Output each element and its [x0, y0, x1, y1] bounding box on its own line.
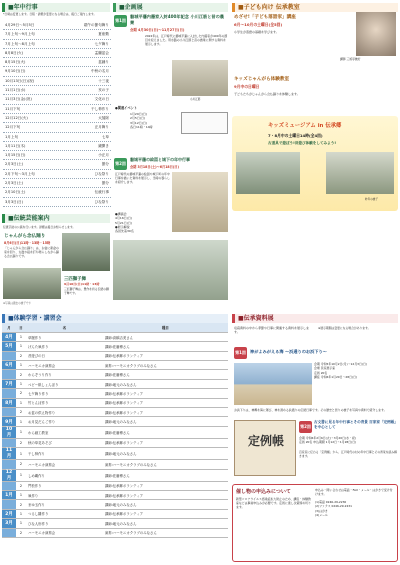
annual-event-date: 1月11日(木) — [5, 143, 26, 148]
jangara-desc: 「じゃんがら念仏踊り」は、お盆に新盆の家を回り、太鼓や鉦を打ち鳴らしながら踊る念仏踊りです。 — [4, 246, 59, 258]
annual-events-heading: ■年中行事 — [2, 3, 110, 12]
rakugo-teacher-photo — [356, 12, 396, 56]
workshop-row — [2, 379, 228, 388]
annual-event-name: 小正月 — [98, 153, 109, 158]
annual-event-date: 2月10日(土) — [5, 190, 26, 195]
kids-museum-photo-1 — [236, 152, 300, 194]
workshop-number: 2 — [16, 460, 26, 469]
annual-event-date: 2月下旬〜3月上旬 — [5, 171, 35, 176]
annual-event-row — [3, 170, 111, 179]
annual-event-row — [3, 95, 111, 104]
workshop-month: 1月 — [2, 490, 16, 499]
workshop-number: 2 — [16, 438, 26, 447]
annual-events-list — [3, 21, 111, 207]
annual-event-row — [3, 30, 111, 39]
teirei-document-text: 定例帳 — [248, 434, 285, 448]
contact-line: (1)電話 0246-29-2230 — [315, 500, 347, 504]
workshop-name: まゆ玉作り — [26, 500, 103, 509]
annual-event-row — [3, 21, 111, 30]
contact-line: (2)ファクス 0246-29-2231 — [315, 504, 352, 509]
exhibit-event-line: 2月5日(日) — [130, 116, 146, 121]
workshop-detail: 講師:地元のみなさん — [103, 417, 228, 426]
workshop-row — [2, 509, 228, 518]
exhibit1-date: 会期 4月30日(日)〜11月27日(日) — [130, 28, 185, 32]
exhibit-event-label: ●関連イベント — [115, 106, 137, 110]
workshop-name: 門松作り — [26, 481, 103, 490]
workshop-name: 凧作り — [26, 490, 103, 499]
annual-event-date: 10月13日(日)(祝) — [5, 78, 35, 83]
archive1-desc: お浜下りは、神輿を海に運び、神を清める浜通りの伝統行事です。その歴史と祭りの様子を写真や資料で紹介します。 — [234, 408, 387, 412]
workshop-month — [2, 460, 16, 469]
workshop-name: ひな人形作り — [26, 519, 103, 528]
workshop-name: ベビー紙しょんぼり — [26, 379, 103, 388]
annual-event-row — [3, 198, 111, 207]
annual-event-name: 鏡開き — [98, 143, 109, 148]
workshop-month — [2, 408, 16, 417]
shishi-desc: 三匹獅子舞は、豊作を祈る伝統の獅子舞です。 — [64, 287, 109, 295]
annual-event-date: 7月上旬〜9月上旬 — [5, 32, 35, 37]
workshop-number: 1 — [16, 519, 26, 528]
archive1-date-line: 講座 令和6年1月20日〜28日(日) — [314, 374, 358, 379]
archive1-date-line: 会場 民家展示室 — [314, 366, 336, 371]
annual-event-row — [3, 67, 111, 76]
kids-museum-caption: 昨年の様子 — [365, 198, 378, 201]
notice-title: 催し物の申込みについて — [236, 489, 291, 495]
workshops-table — [2, 323, 228, 538]
workshop-number: 1 — [16, 469, 26, 481]
workshop-name: お盆の供え物作り — [26, 408, 103, 417]
annual-event-name: 干し柿作り — [91, 106, 109, 111]
workshops-heading: ■体験学習・講習会 — [2, 314, 228, 323]
archive1-tag: 第1回 — [234, 347, 247, 359]
rakugo-desc: 小学生が落語の基礎を学びます。 — [234, 30, 279, 34]
archive2-tag: 第2回 — [299, 421, 312, 433]
jangara-date: 8月6日(日)11時・13時・15時 — [4, 241, 51, 245]
annual-event-row — [3, 151, 111, 160]
archive1-date-line: 会期 令和5年10月2日(月)〜12月3日(日) — [314, 362, 367, 366]
annual-event-name: ひな祭り — [94, 171, 109, 176]
jangara-photo — [62, 233, 110, 271]
workshop-month: 3月 — [2, 519, 16, 528]
workshop-detail: 講師:地元のみなさん — [103, 500, 228, 509]
contact-lines — [315, 500, 395, 517]
annual-event-name: 七夕飾り — [94, 41, 109, 46]
workshop-name: しめ縄作り — [26, 469, 103, 481]
workshop-name: 竹とんぼ作り — [26, 398, 103, 407]
exhibit2-desc: 江戸時代の磐城平藩の絵図や城下町の年中行事を描いた資料を展示し、当時の暮らしを紹介します。 — [115, 172, 170, 184]
workshop-row — [2, 408, 228, 417]
workshop-number: 2 — [16, 389, 26, 398]
annual-event-row — [3, 179, 111, 188]
workshop-number: 2 — [16, 370, 26, 379]
jangara-title: じゃんがら念仏踊り — [4, 234, 46, 239]
tradition-caption: ※写真は過去の様子です — [3, 302, 32, 305]
annual-event-row — [3, 86, 111, 95]
workshop-name: 昔遊びの日 — [26, 351, 103, 360]
archive-note: ※展示期間は変更になる場合があります。 — [318, 326, 371, 330]
workshop-number: 2 — [16, 528, 26, 537]
tradition-heading: ■伝統芸能案内 — [2, 214, 110, 223]
workshop-row — [2, 528, 228, 537]
workshop-name: わら細工教室 — [26, 426, 103, 438]
contact-line: (4)メール — [315, 512, 328, 517]
annual-event-name: 盆踊り — [98, 60, 109, 65]
archive-heading: ■伝承資料展 — [232, 314, 398, 323]
annual-event-row — [3, 142, 111, 151]
workshop-detail: 講師:伝承郷ボランティア — [103, 490, 228, 499]
annual-event-date: 2月3日(土) — [5, 181, 24, 186]
exhibit2-date: 会期 3月18日(土)〜6月18日(日) — [130, 165, 179, 169]
annual-event-name: 大掃除 — [98, 115, 109, 120]
workshop-detail: 講師:地元のみなさん — [103, 448, 228, 460]
workshop-number: 1 — [16, 417, 26, 426]
annual-event-date: 11月1日(水) — [5, 88, 26, 93]
workshop-month — [2, 528, 16, 537]
exhibit-event-box — [181, 112, 228, 134]
archive2-date-line: 定員 20名 申込期間 1月12日〜1月28日(日) — [299, 440, 357, 445]
exhibit2-title: 磐城平藩の絵図と城下の年中行事 — [130, 157, 190, 162]
annual-event-date: 1月上旬 — [5, 134, 19, 139]
workshops-header-cell: 種目 — [103, 323, 228, 332]
workshop-month — [2, 389, 16, 398]
picture-scroll-image — [113, 240, 228, 300]
workshop-number: 1 — [16, 448, 26, 460]
workshop-month — [2, 370, 16, 379]
exhibit2-event-line: 5月21日(日) — [115, 220, 133, 225]
annual-event-name: ひな祭り — [94, 199, 109, 204]
workshop-detail: 講師:伝承郷ボランティア — [103, 408, 228, 417]
kids-heading: ■子ども向け 伝承教室 — [232, 3, 398, 12]
workshop-month: 8月 — [2, 398, 16, 407]
exhibit1-tag: 第1回 — [114, 15, 127, 27]
workshop-row — [2, 426, 228, 438]
workshop-row — [2, 361, 228, 370]
annual-event-row — [3, 123, 111, 132]
annual-event-row — [3, 49, 111, 58]
workshop-row — [2, 438, 228, 447]
rakugo-title: めざせ!「子ども落語家」講座 — [234, 15, 296, 20]
annual-event-date: 12月12日(火) — [5, 115, 28, 120]
workshop-number: 1 — [16, 379, 26, 388]
workshop-row — [2, 332, 228, 341]
annual-event-name: 夏座敷 — [98, 32, 109, 37]
annual-event-name: 文化の日 — [94, 97, 109, 102]
workshop-row — [2, 460, 228, 469]
annual-event-name: 中秋の名月 — [91, 69, 109, 74]
tradition-note: 伝統芸能の公演を行います。詳細は後日お知らせします。 — [3, 225, 76, 229]
workshop-month: 7月 — [2, 379, 16, 388]
workshop-number: 2 — [16, 500, 26, 509]
annual-event-name: 正月飾り — [94, 125, 109, 130]
annual-event-name: 十三夜 — [98, 78, 109, 83]
annual-event-name: 節分 — [101, 181, 109, 186]
workshop-name: 草履作り — [26, 332, 103, 341]
exhibit2-events — [115, 212, 170, 233]
jangara-kids-date: 9月中の日曜日 — [234, 84, 260, 89]
workshop-name: ハーモニカ演奏会 — [26, 361, 103, 370]
ogawa-map-image — [172, 60, 228, 96]
workshop-detail: 講師:伝承郷ボランティア — [103, 351, 228, 360]
workshop-name: 干し柿作り — [26, 448, 103, 460]
annual-event-name: 亥の子 — [98, 88, 109, 93]
workshop-number: 1 — [16, 426, 26, 438]
workshop-month — [2, 351, 16, 360]
annual-event-name: 伝統行事 — [94, 190, 109, 195]
workshop-detail: 講師:伝承郷ボランティア — [103, 398, 228, 407]
workshop-number: 2 — [16, 408, 26, 417]
annual-event-date: 4月29日〜5月5日 — [5, 23, 35, 27]
workshop-row — [2, 469, 228, 481]
annual-event-row — [3, 114, 111, 123]
annual-event-date: 8月15日(火) — [5, 60, 26, 65]
contact-line: (3)はがき — [315, 508, 328, 513]
workshop-month: 6月 — [2, 361, 16, 370]
workshop-month — [2, 438, 16, 447]
exhibit1-desc: 2022年は、江戸時代に磐城平藩に入封した内藤家が400年の節目を迎えました。用水路の小川江筋と昔の農業に関する資料を展示します。 — [145, 34, 228, 46]
annual-event-date: 12月下旬 — [5, 125, 21, 130]
notice-text: 新型コロナウイルス感染症拡大防止のため、講座・体験教室などは事前申込みが必要です。定員に達し次第締め切ります。 — [236, 497, 311, 510]
archive2-dates — [299, 436, 398, 445]
workshop-row — [2, 481, 228, 490]
exhibit2-tag: 第2回 — [114, 158, 127, 170]
workshop-detail: 演奏:ハーモニカクラブのみなさん — [103, 361, 228, 370]
workshop-number: 1 — [16, 398, 26, 407]
workshop-name: 七夕飾り作り — [26, 389, 103, 398]
annual-event-row — [3, 40, 111, 49]
beach-photo — [234, 363, 312, 405]
exhibit2-event-line: 4月16日(日) — [115, 216, 133, 221]
workshop-row — [2, 417, 228, 426]
rakugo-date: 6月〜10月の土曜日(全5回) — [234, 22, 283, 27]
annual-event-date: 1月15日(日) — [5, 153, 26, 158]
workshops-header-cell: 名 — [26, 323, 103, 332]
annual-event-row — [3, 133, 111, 142]
workshop-name: げんた凧作り — [26, 342, 103, 351]
workshop-detail: 演奏:ハーモニカクラブのみなさん — [103, 528, 228, 537]
shishi-photo — [3, 268, 61, 299]
exhibit2-event-line: ●講演会 — [115, 212, 127, 216]
workshop-name: わらぞうり作り — [26, 370, 103, 379]
annual-event-name: 七草 — [101, 134, 109, 139]
archive-intro: 収蔵資料の中から季節や行事に関連する資料を展示します。 — [234, 326, 310, 335]
workshop-row — [2, 490, 228, 499]
annual-event-date: 7月上旬〜8月上旬 — [5, 41, 35, 46]
shishi-date: 9月10日(日)11時・13時 — [64, 282, 100, 286]
workshop-month: 11月 — [2, 448, 16, 460]
annual-event-date: 3月3日(日) — [5, 199, 24, 204]
workshop-number: 1 — [16, 509, 26, 518]
kids-museum-photo-2 — [326, 152, 394, 194]
workshop-number: 1 — [16, 361, 26, 370]
workshop-number: 2 — [16, 351, 26, 360]
archive1-title: 神がよみがえる海 〜浜通りのお浜下り〜 — [250, 349, 327, 354]
workshop-detail: 講師:高橋吉美さん — [103, 332, 228, 341]
annual-event-name: 盂蘭盆会 — [94, 50, 109, 55]
workshop-detail: 講師:佐藤博さん — [103, 469, 228, 481]
workshop-month — [2, 481, 16, 490]
annual-event-date: 11月3日(金)(祝) — [5, 97, 32, 102]
workshop-number: 2 — [16, 481, 26, 490]
workshops-header-row — [2, 323, 228, 332]
exhibit-event-line: 各日11時・14時 — [130, 124, 153, 129]
workshop-row — [2, 448, 228, 460]
archive2-title: 古文書に見る年中行事とその背景 百家家「定例帳」を中心として — [314, 420, 398, 429]
jangara-kids-title: キッズじゃんがら体験教室 — [234, 77, 290, 82]
exhibit2-event-line: ●展示解説 — [115, 224, 130, 229]
workshop-row — [2, 519, 228, 528]
workshop-detail: 講師:佐藤博さん — [103, 370, 228, 379]
exhibit-event-line: 3月12日(日) — [130, 120, 148, 125]
workshop-month: 10月 — [2, 426, 16, 438]
workshop-detail: 講師:伝承郷ボランティア — [103, 438, 228, 447]
workshop-name: ハーモニカ演奏会 — [26, 460, 103, 469]
contact-text: 申込み・問い合わせは電話・FAX・メール・はがきで受け付けます。 — [315, 488, 393, 497]
kids-museum-sub: 古道具で遊ぼう!昔遊び体験をしてみよう! — [268, 141, 336, 145]
workshop-month: 9月 — [2, 417, 16, 426]
workshop-number: 1 — [16, 490, 26, 499]
workshop-name: つるし雛作り — [26, 509, 103, 518]
workshop-name: お月見だんご作り — [26, 417, 103, 426]
workshop-detail: 講師:伝承郷ボランティア — [103, 509, 228, 518]
workshop-row — [2, 398, 228, 407]
exhibit-heading: ■企画展 — [113, 3, 228, 12]
annual-event-date: 11月下旬 — [5, 106, 21, 111]
exhibit-event-line: 1月29日(日) — [130, 112, 148, 116]
annual-event-row — [3, 105, 111, 114]
workshop-row — [2, 389, 228, 398]
workshop-detail: 講師:伝承郷ボランティア — [103, 481, 228, 490]
workshop-row — [2, 351, 228, 360]
workshop-month — [2, 500, 16, 509]
workshop-number: 1 — [16, 342, 26, 351]
workshop-detail: 講師:地元のみなさん — [103, 519, 228, 528]
annual-event-row — [3, 77, 111, 86]
workshop-name: 秋の草花あそび — [26, 438, 103, 447]
workshop-detail: 講師:佐藤博さん — [103, 426, 228, 438]
archive1-date-line: 定員 20名 — [314, 370, 328, 375]
rakugo-caption: 講師 三遊亭兼好 — [340, 57, 361, 61]
workshop-row — [2, 500, 228, 509]
archive1-dates — [314, 362, 398, 379]
workshop-row — [2, 342, 228, 351]
workshop-name: ハーモニカ演奏会 — [26, 528, 103, 537]
workshop-row — [2, 370, 228, 379]
workshop-detail: 演奏:ハーモニカクラブのみなさん — [103, 460, 228, 469]
annual-event-row — [3, 188, 111, 197]
archive2-date-line: 会期 令和6年2月6日(火)〜3月20日(水・祝) — [299, 436, 356, 440]
kids-museum-title: キッズミュージアム in 伝承郷 — [268, 123, 342, 129]
workshops-header-cell: 日 — [16, 323, 26, 332]
annual-event-name: 端午の節句飾り — [83, 23, 109, 27]
jangara-kids-desc: 子どもたちがじゃんがら念仏踊りを体験します。 — [234, 92, 300, 96]
workshop-detail: 講師:佐藤博さん — [103, 342, 228, 351]
workshop-number: 1 — [16, 332, 26, 341]
archive2-desc: 百家家に伝わる「定例帳」から、江戸時代の村の年中行事とその背景を読み解きます。 — [299, 450, 397, 459]
annual-event-name: 節分 — [101, 162, 109, 167]
workshop-detail: 講師:伝承郷ボランティア — [103, 389, 228, 398]
workshop-month: 12月 — [2, 469, 16, 481]
annual-events-note: *日時は変更します。日程・詳細が変更になる場合は、後日ご案内します。 — [3, 12, 97, 16]
annual-event-date: 9月10日(日) — [5, 69, 26, 74]
annual-event-date: 8月8日(火) — [5, 50, 24, 55]
annual-event-row — [3, 160, 111, 169]
workshops-header-cell: 月 — [2, 323, 16, 332]
annual-event-row — [3, 58, 111, 67]
exhibit2-event-line: 各回先着30名 — [115, 229, 134, 234]
workshop-month: 2月 — [2, 509, 16, 518]
workshop-detail: 講師:地元のみなさん — [103, 379, 228, 388]
annual-event-date: 2月3日(土) — [5, 162, 24, 167]
exhibit-event-lines — [130, 112, 180, 129]
shishi-title: 三匹獅子舞 — [64, 277, 86, 282]
exhibit1-caption: 小川江筋 — [190, 98, 201, 101]
workshop-month: 5月 — [2, 342, 16, 351]
workshop-month: 4月 — [2, 332, 16, 341]
exhibit1-title: 磐城平藩内藤家入封400年記念 小川江筋と昔の農業 — [130, 14, 224, 25]
kids-museum-date: 7・8月中の土曜日14時(全4回) — [268, 133, 323, 138]
castle-town-picture — [172, 172, 228, 232]
